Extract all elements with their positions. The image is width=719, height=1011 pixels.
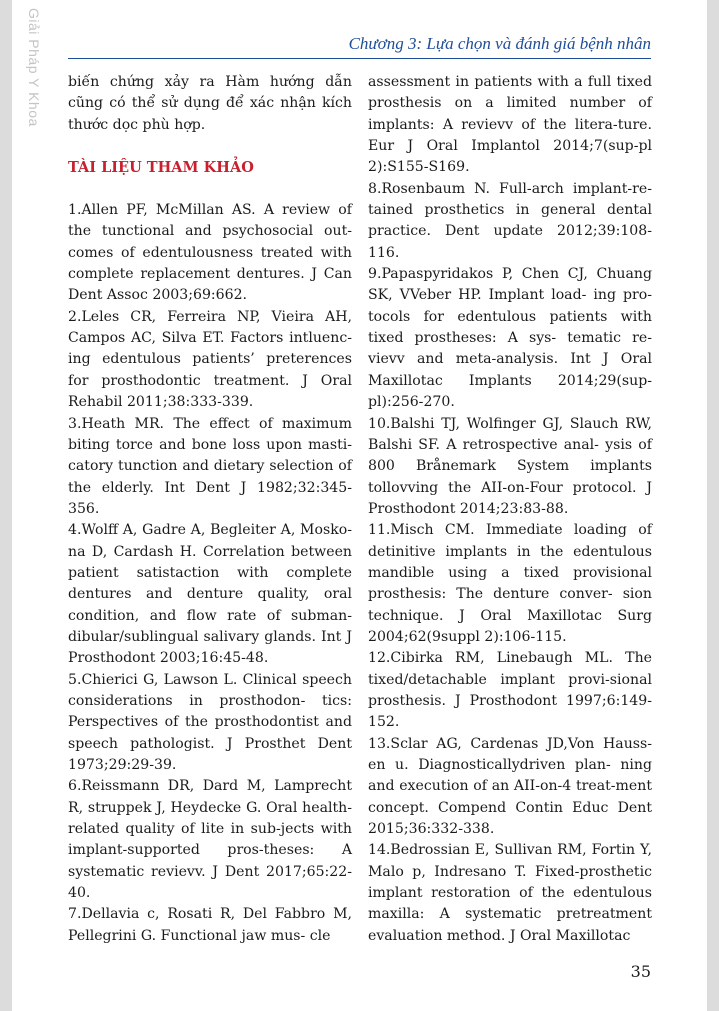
reference-item: 10.Balshi TJ, Wolfinger GJ, Slauch RW, Balshi SF. A retrospective anal- ysis of 800 Brånemark System implants tollovving the AII-on-Four protocol. J Prosthodont 2014;23:83-88.	[368, 415, 652, 517]
book-page	[12, 0, 707, 1011]
reference-item: 12.Cibirka RM, Linebaugh ML. The tixed/detachable implant provi-sional prosthesis. J Prosthodont 1997;6:149-152.	[368, 650, 652, 731]
reference-item: 5.Chierici G, Lawson L. Clinical speech considerations in prosthodon- tics: Perspectives of the prosthodontist and speech pathologist. J Prosthet Dent 1973;29:29-39.	[68, 671, 352, 773]
reference-continuation: assessment in patients with a full tixed prosthesis on a limited number of implants: A revievv of the litera-ture. Eur J Oral Implantol 2014;7(sup-pl 2):S155-S169.	[368, 74, 652, 176]
reference-item: 8.Rosenbaum N. Full-arch implant-re-tained prosthetics in general dental practice. Dent update 2012;39:108-116.	[368, 180, 652, 261]
intro-paragraph: biến chứng xảy ra Hàm hướng dẫn cũng có thể sử dụng để xác nhận kích thước dọc phù hợp.	[68, 74, 352, 133]
reference-item: 11.Misch CM. Immediate loading of detinitive implants in the edentulous mandible using a tixed provisional prosthesis: The denture conver- sion technique. J Oral Maxillotac Surg 2004;62(9suppl 2):106-115.	[368, 522, 652, 645]
left-column	[68, 72, 352, 947]
spacer	[68, 179, 352, 200]
spacer	[68, 136, 352, 157]
right-column	[368, 72, 652, 947]
chapter-running-head: Chương 3: Lựa chọn và đánh giá bệnh nhân	[348, 34, 651, 53]
reference-item: 14.Bedrossian E, Sullivan RM, Fortin Y, Malo p, Indresano T. Fixed-prosthetic implant restoration of the edentulous maxilla: A systematic pretreatment evaluation method. J Oral Maxillotac	[368, 842, 652, 944]
side-brand-label: Giải Pháp Y Khoa	[26, 8, 42, 127]
reference-item: 7.Dellavia c, Rosati R, Del Fabbro M, Pellegrini G. Functional jaw mus- cle	[68, 906, 352, 944]
reference-item: 1.Allen PF, McMillan AS. A review of the tunctional and psychosocial out-comes of edentulousness treated with complete replacement dentures. J Can Dent Assoc 2003;69:662.	[68, 202, 352, 304]
page-number: 35	[630, 962, 651, 981]
reference-item: 3.Heath MR. The effect of maximum biting torce and bone loss upon masti-catory tunction and dietary selection of the elderly. Int Dent J 1982;32:345-356.	[68, 415, 352, 517]
header-rule	[68, 58, 651, 59]
reference-item: 13.Sclar AG, Cardenas JD,Von Hauss-en u. Diagnosticallydriven plan- ning and execution of an AII-on-4 treat-ment concept. Compend Contin Educ Dent 2015;36:332-338.	[368, 735, 652, 838]
reference-item: 2.Leles CR, Ferreira NP, Vieira AH, Campos AC, Silva ET. Factors intluenc-ing edentulous patients’ preterences for prosthodontic treatment. J Oral Rehabil 2011;38:333-339.	[68, 308, 352, 411]
reference-item: 9.Papaspyridakos P, Chen CJ, Chuang SK, VVeber HP. Implant load- ing pro-tocols for edentulous patients with tixed prostheses: A sys- tematic re-vievv and meta-analysis. Int J Oral Maxillotac Implants 2014;29(sup-pl):256-270.	[368, 266, 652, 411]
references-heading: TÀI LIỆU THAM KHẢO	[68, 159, 254, 177]
reference-item: 4.Wolff A, Gadre A, Begleiter A, Mosko-na D, Cardash H. Correlation between patient satistaction with complete dentures and denture quality, oral condition, and flow rate of subman-dibular/sublingual salivary glands. Int J Prosthodont 2003;16:45-48.	[68, 522, 352, 667]
reference-item: 6.Reissmann DR, Dard M, Lamprecht R, struppek J, Heydecke G. Oral health-related quality of lite in sub-jects with implant-supported pros-theses: A systematic revievv. J Dent 2017;65:22-40.	[68, 778, 352, 902]
